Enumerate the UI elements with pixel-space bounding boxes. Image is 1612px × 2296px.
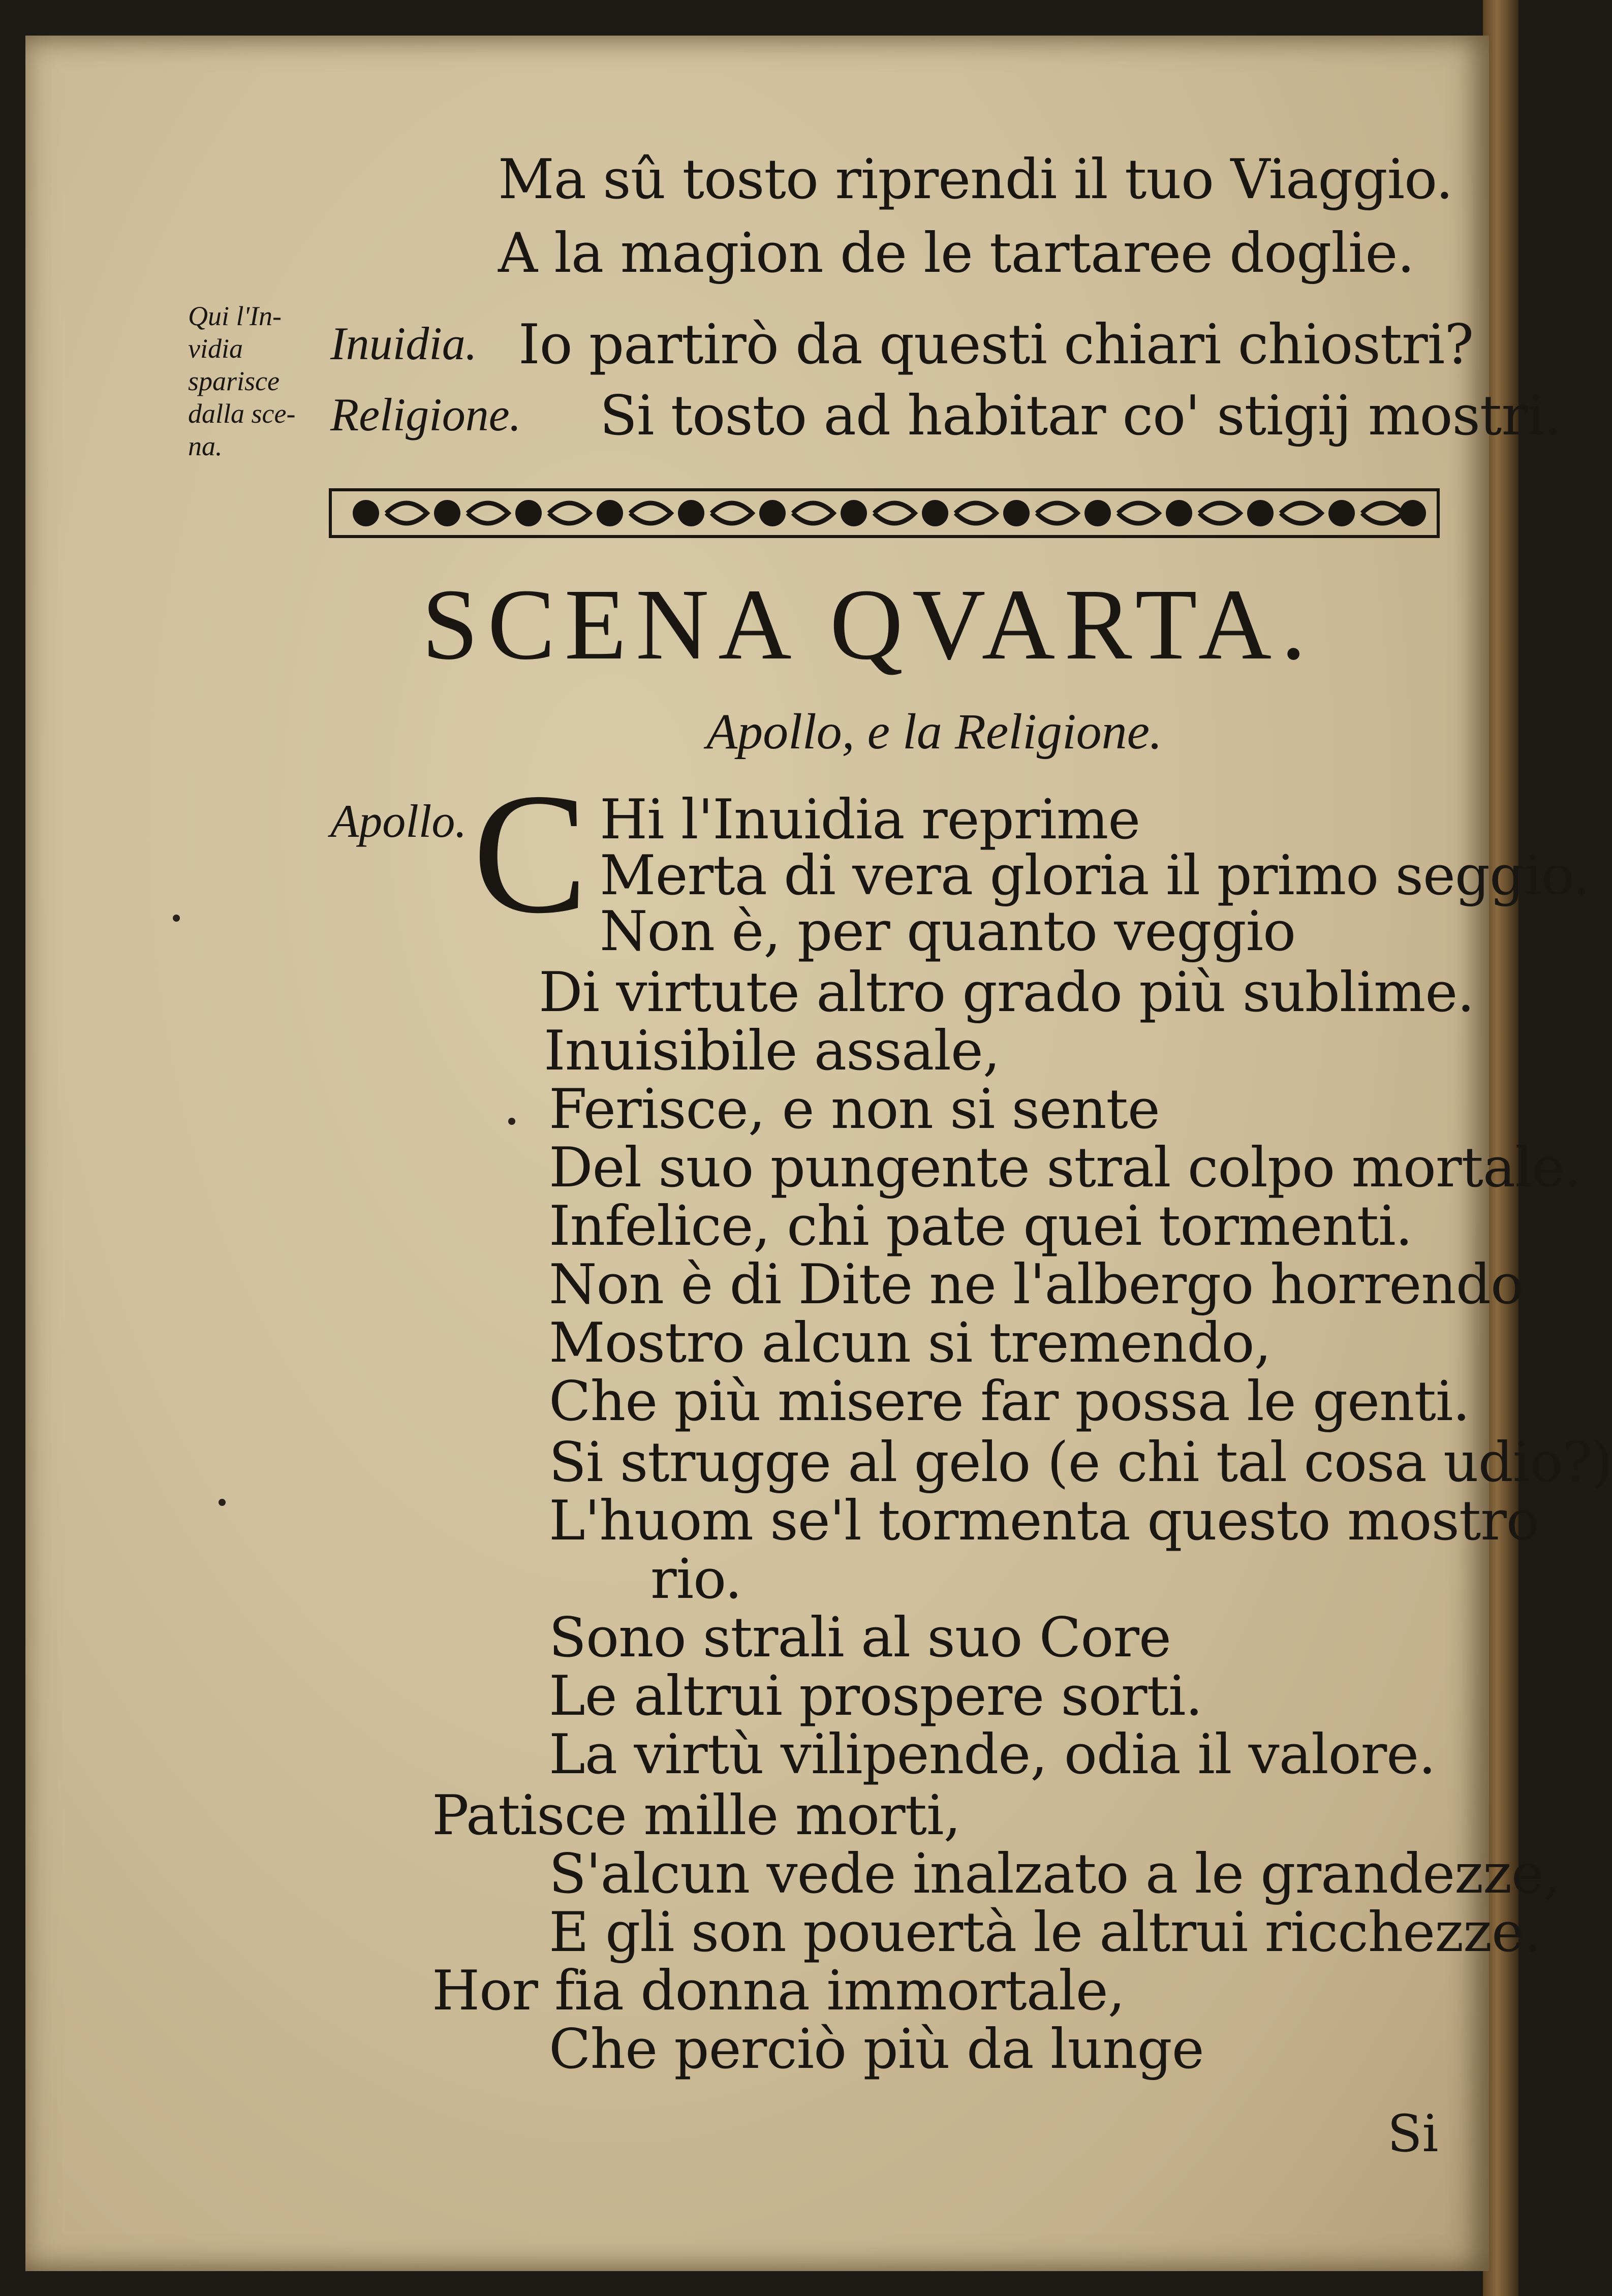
ink-dot: [508, 1118, 515, 1125]
drop-cap: C: [473, 758, 588, 949]
verse-line: Hi l'Inuidia reprime: [600, 788, 1140, 852]
verse-line: Ferisce, e non si sente: [549, 1078, 1160, 1141]
verse-line: S'alcun vede inalzato a le grandezze,: [549, 1842, 1561, 1906]
speaker-apollo: Apollo.: [330, 795, 467, 847]
marginal-note-line: na.: [188, 431, 223, 461]
verse-line: Infelice, chi pate quei tormenti.: [549, 1194, 1413, 1258]
verse-line: E gli son pouertà le altrui ricchezze.: [549, 1901, 1541, 1964]
verse-line: Si strugge al gelo (e chi tal cosa udio?): [549, 1431, 1612, 1494]
verse-line: Sono strali al suo Core: [549, 1606, 1171, 1670]
verse-line: Mostro alcun si tremendo,: [549, 1311, 1271, 1375]
speaker-inuidia: Inuidia.: [330, 318, 477, 369]
scene-persons: Apollo, e la Religione.: [706, 703, 1163, 760]
verse-line: Hor fia donna immortale,: [432, 1959, 1125, 2023]
verse-line: L'huom se'l tormenta questo mostro: [549, 1489, 1539, 1553]
scene-title: SCENA QVARTA.: [422, 569, 1316, 681]
ornament-band: [330, 488, 1438, 539]
marginal-note: [188, 300, 295, 462]
verse-line: Le altrui prospere sorti.: [549, 1664, 1202, 1728]
verse-line: Patisce mille morti,: [432, 1784, 960, 1847]
verse-line: A la magion de le tartaree doglie.: [498, 222, 1414, 285]
speaker-religione: Religione.: [330, 389, 521, 441]
ink-dot: [219, 1499, 226, 1506]
verse-line: Che più misere far possa le genti.: [549, 1370, 1470, 1433]
verse-line: Di virtute altro grado più sublime.: [539, 961, 1474, 1024]
verse-line: rio.: [650, 1548, 742, 1611]
verse-line: Che perciò più da lunge: [549, 2018, 1204, 2081]
marginal-note-line: vidia: [188, 333, 243, 364]
verse-line: Del suo pungente stral colpo mortale.: [549, 1136, 1582, 1200]
verse-line: Non è, per quanto veggio: [600, 900, 1296, 963]
verse-line: Inuisibile assale,: [544, 1019, 1000, 1083]
verse-line: Io partirò da questi chiari chiostri?: [518, 313, 1474, 376]
book-page: [25, 36, 1612, 2271]
verse-line: Merta di vera gloria il primo seggio.: [600, 844, 1590, 907]
marginal-note-line: dalla sce-: [188, 398, 296, 429]
verse-line: Non è di Dite ne l'albergo horrendo: [549, 1253, 1524, 1316]
verse-line: Si tosto ad habitar co' stigij mostri.: [600, 384, 1561, 448]
marginal-note-line: sparisce: [188, 366, 280, 396]
verse-line: La virtù vilipende, odia il valore.: [549, 1723, 1436, 1786]
verse-line: Ma sû tosto riprendi il tuo Viaggio.: [498, 148, 1453, 211]
ink-dot: [173, 915, 180, 922]
catchword: Si: [1387, 2104, 1439, 2163]
marginal-note-line: Qui l'In-: [188, 301, 282, 331]
